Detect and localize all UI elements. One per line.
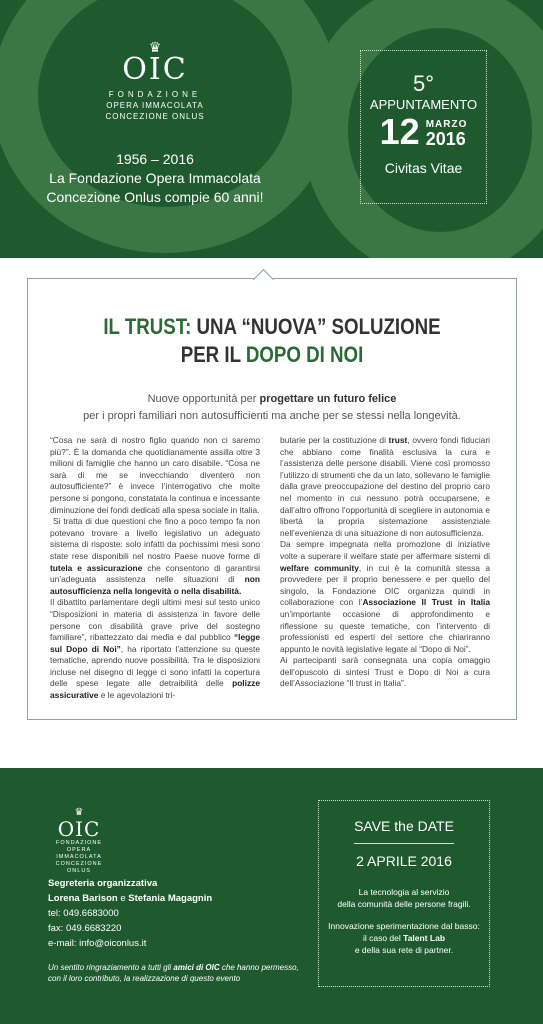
header-banner — [0, 0, 543, 258]
right-paragraph-3: Ai partecipanti sarà consegnata una copia omaggio dell’opuscolo di sintesi Trust e Dopo di Noi a cura dell’Associazione “Il trust in Italia”. — [280, 655, 490, 689]
right-paragraph-2: Da sempre impegnata nella promozione di iniziative volte a superare il welfare state per affermare sistemi di welfare community, in cui è la comunità stessa a provvedere per il proprio benessere e per quello del singolo, la Fondazione OIC organizza quindi in collaborazione con l’Associazione Il Trust in Italia un’importante occasione di approfondimento e riflessione su queste tematiche, con l’intervento di professionisti ed esperti del settore che chiariranno appunto le novità legislative legate al “Dopo di Noi”. — [280, 539, 490, 654]
left-paragraph-2: Si tratta di due questioni che fino a poco tempo fa non potevano trovare a livello legislativo un adeguato sistema di risposte: solo infatti da pochissimi mesi sono state rese disponibili nel nostro Paese nuove forme di tutela e assicurazione che consentono di garantirsi un’adeguata assistenza nelle situazioni di non autosufficienza nella longevità o nella disabilità. — [50, 516, 261, 596]
article-subtitle — [48, 391, 496, 425]
subtitle-line2: per i propri familiari non autosufficienti ma anche per se stessi nella longevità. — [83, 410, 461, 422]
secretariat-info — [48, 876, 212, 951]
save-divider — [354, 843, 454, 844]
logo-line1: FONDAZIONE — [108, 90, 202, 99]
left-paragraph-3: Il dibattito parlamentare degli ultimi mesi sul testo unico “Disposizioni in materia di assistenza in favore delle persone con disabilità grave prive del sostegno familiare”, ribattezzato dai media e dal pubblico “legge sul Dopo di Noi”, ha riportato l’attenzione su queste tematiche, aprendo nuove possibilità. Tra le disposizioni incluse nel disegno di legge ci sono infatti la copertura delle spese legate alle detraibilità delle polizze assicurative e le agevolazioni tri- — [50, 597, 260, 701]
footer-logo — [44, 808, 114, 875]
secretariat-fax: fax: 049.6683220 — [48, 923, 122, 934]
appointment-day: 12 — [379, 111, 420, 152]
appointment-box — [360, 50, 487, 204]
footer-logo-line1: FONDAZIONE — [55, 840, 103, 846]
appointment-year: 2016 — [425, 129, 466, 149]
thanks-note: Un sentito ringraziamento a tutti gli amici di OIC che hanno permesso, con il loro contributo, la realizzazione di questo evento — [48, 963, 299, 983]
title-dopo-di-noi: DOPO DI NOI — [245, 342, 364, 367]
logo-line2: OPERA IMMACOLATA — [106, 101, 204, 110]
article-card — [27, 278, 517, 720]
save-topic: La tecnologia al servizio della comunità delle persone fragili. — [337, 887, 471, 909]
save-innovation: Innovazione sperimentazione dal basso: il caso del Talent Lab e della sua rete di partner. — [328, 921, 480, 955]
save-title: SAVE the DATE — [354, 818, 454, 834]
oic-logo — [80, 40, 230, 121]
crown-icon: ♛ — [148, 39, 162, 55]
appointment-number: 5° — [412, 71, 435, 96]
title-per-il: PER IL — [180, 342, 246, 367]
title-rest: UNA “NUOVA” SOLUZIONE — [191, 314, 441, 339]
anniversary-line2: Concezione Onlus compie 60 anni! — [46, 189, 264, 205]
save-the-date-box — [318, 800, 490, 987]
anniversary-line1: La Fondazione Opera Immacolata — [49, 170, 261, 186]
secretariat-tel: tel: 049.6683000 — [48, 908, 119, 919]
title-trust: IL TRUST: — [103, 314, 192, 339]
footer — [0, 768, 543, 1024]
secretariat-email[interactable]: e-mail: info@oiconlus.it — [48, 938, 147, 949]
save-date: 2 APRILE 2016 — [356, 853, 452, 869]
subtitle-bold: progettare un futuro felice — [259, 393, 397, 405]
appointment-month: MARZO — [425, 119, 468, 130]
subtitle-pre: Nuove opportunità per — [147, 393, 260, 405]
article-column-right — [280, 435, 490, 690]
footer-logo-oic: OIC — [57, 817, 101, 841]
appointment-label: APPUNTAMENTO — [369, 97, 478, 112]
footer-crown-icon: ♛ — [74, 807, 84, 818]
appointment-date — [361, 111, 486, 152]
article-column-left — [50, 435, 260, 702]
right-paragraph-1: butarie per la costituzione di trust, ovvero fondi fiduciari che abbiano come finalità esclusiva la cura e l’assistenza delle persone disabili. Viene così promosso l’utilizzo di strumenti che da un lato, sollevano le famiglie dalla grave preoccupazione del destino del proprio caro nel momento in cui nessuno potrà occuparsene, e dall’altro offrono l’opportunità di scegliere in autonomia e libertà la propria sistemazione assistenziale nell’evenienza di una situazione di non autosufficienza. — [280, 435, 490, 538]
secretariat-names: Lorena Barison e Stefania Magagnin — [48, 893, 213, 904]
left-paragraph-1: “Cosa ne sarà di nostro figlio quando non ci saremo più?”. È la domanda che quotidianamente assilla oltre 3 milioni di famiglie che hanno un caro disabile. “Cosa ne sarà di me se invecchiando diventerò non autosufficiente?” è invece l’interrogativo che molte persone si pongono, constatata la continua e incessante diminuzione dei fondi dedicati alla spesa sociale in Italia. — [50, 435, 260, 515]
footer-logo-line3: CONCEZIONE ONLUS — [55, 861, 103, 874]
footer-logo-line2: OPERA IMMACOLATA — [56, 847, 102, 860]
appointment-place: Civitas Vitae — [384, 160, 463, 176]
article-title — [65, 313, 480, 369]
logo-oic: OIC — [122, 52, 188, 87]
logo-line3: CONCEZIONE ONLUS — [105, 112, 205, 121]
secretariat-title: Segreteria organizzativa — [48, 878, 158, 889]
anniversary-years: 1956 – 2016 — [116, 151, 194, 167]
anniversary-text — [40, 150, 270, 207]
